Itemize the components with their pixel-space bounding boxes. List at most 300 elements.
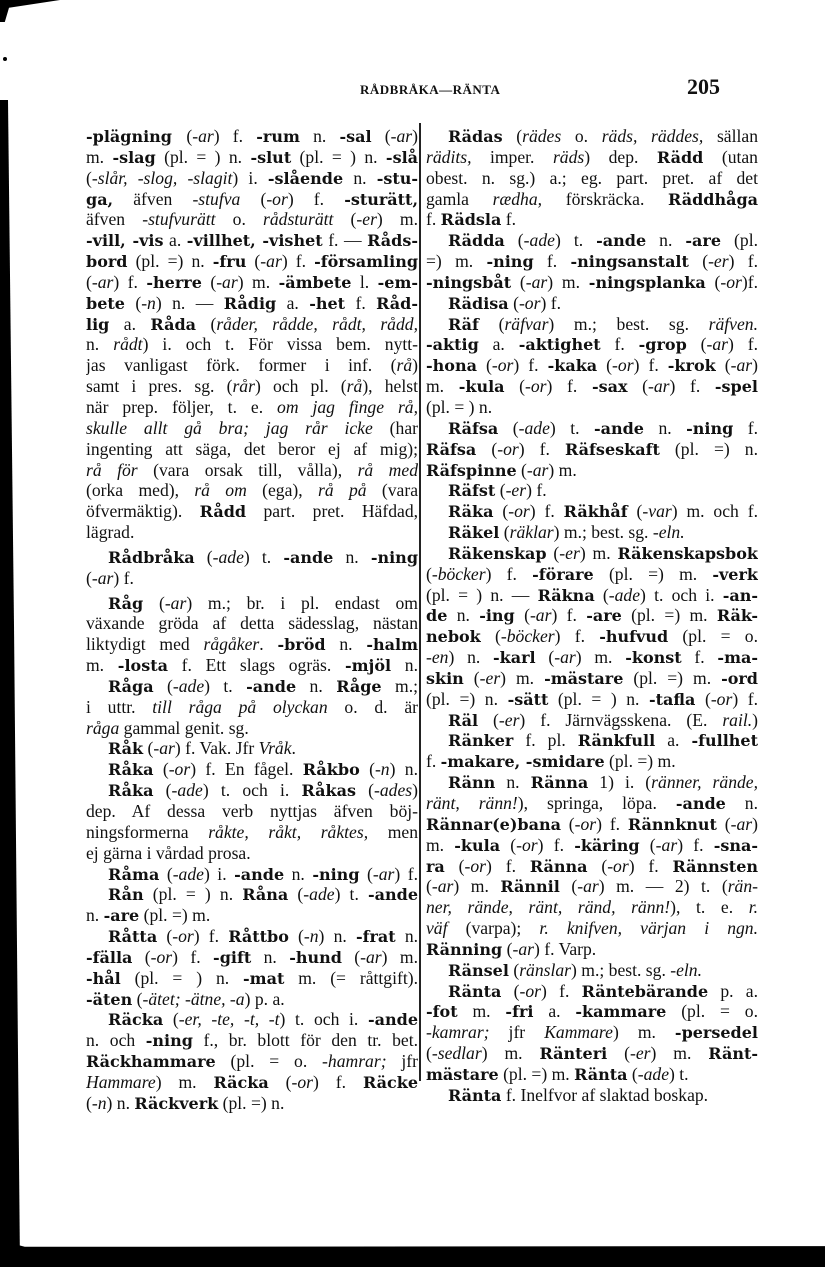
headword: Räfspinne xyxy=(426,460,517,480)
italic-text: rår xyxy=(232,376,255,397)
text-run: (pl. =) m. xyxy=(604,751,676,772)
text-run: ) xyxy=(752,813,758,834)
headword: Rädd xyxy=(656,147,704,167)
italic-text: -n xyxy=(374,759,390,780)
italic-text: -n xyxy=(91,1092,107,1113)
text-run: ( xyxy=(546,542,560,563)
headword: -sna- xyxy=(713,835,758,855)
headword: Räl xyxy=(448,710,479,730)
text-run: n. xyxy=(643,417,687,438)
italic-text: -kamrar; xyxy=(426,1022,490,1043)
headword: -fot xyxy=(426,1002,458,1022)
headword: Rännar(e)bana xyxy=(426,814,561,834)
text-run: ( xyxy=(502,126,523,146)
text-run: n. xyxy=(296,675,337,696)
headword: bete xyxy=(86,293,125,313)
text-run: ( xyxy=(341,946,361,967)
italic-text: rå på xyxy=(318,480,367,501)
text-run: ) f. xyxy=(486,855,530,876)
text-run: ( xyxy=(359,759,375,780)
text-run: ( xyxy=(587,855,608,876)
running-head: RÅDBRÅKA—RÄNTA xyxy=(360,82,501,97)
headword: -ord xyxy=(721,668,758,688)
text-line xyxy=(426,647,758,668)
text-line xyxy=(426,605,758,626)
text-line xyxy=(86,480,418,501)
text-run: n. xyxy=(333,546,371,567)
text-run: ) f. xyxy=(213,126,257,146)
text-line xyxy=(426,960,758,981)
text-run: f. Inelfvor af slaktad boskap. xyxy=(501,1084,709,1105)
text-run: (pl. =) m. xyxy=(498,1063,575,1084)
text-run: ) t. xyxy=(204,675,247,696)
headword: -persedel xyxy=(674,1023,758,1043)
italic-text: ränt, ränn! xyxy=(426,793,518,813)
text-run: imper. xyxy=(471,146,553,167)
text-run: ) n. xyxy=(389,759,418,780)
headword: Räcka xyxy=(108,1010,164,1030)
headword: Rådbråka xyxy=(108,547,195,567)
text-run: =) m. xyxy=(426,251,487,272)
headword: Råge xyxy=(336,676,382,696)
headword: -krok xyxy=(667,356,716,376)
text-run: ) m.; best. sg. xyxy=(553,522,653,543)
headword: -ande xyxy=(367,885,418,905)
text-run: ) xyxy=(752,355,758,376)
text-line xyxy=(86,613,418,634)
headword: -sätt xyxy=(507,689,549,709)
text-line xyxy=(86,272,418,293)
italic-text: -ade xyxy=(172,863,204,884)
headword: Ränteri xyxy=(539,1044,608,1064)
headword: -gift xyxy=(213,947,252,967)
text-run: ( xyxy=(246,251,261,272)
text-run: f. xyxy=(533,251,571,272)
text-run: ) f. xyxy=(541,980,582,1001)
text-run: ningsformerna xyxy=(86,821,209,842)
text-line xyxy=(86,418,418,439)
text-run: (pl. =) n. xyxy=(127,251,213,272)
text-run: ) n. xyxy=(448,647,494,668)
text-run: f. — xyxy=(322,230,368,251)
italic-text: -or xyxy=(508,501,530,522)
text-line xyxy=(426,480,758,501)
text-run: ) p. a. xyxy=(244,988,285,1009)
italic-text: -or xyxy=(525,376,547,397)
headword: -villhet, -vishet xyxy=(186,231,323,251)
italic-text: -stufvurätt xyxy=(142,209,216,230)
text-run: ) t. och i. xyxy=(640,584,723,605)
italic-text: -er xyxy=(630,1043,651,1064)
text-line xyxy=(426,251,758,272)
text-line xyxy=(426,772,758,793)
text-run: ( xyxy=(201,271,217,292)
text-line xyxy=(86,947,418,968)
text-line xyxy=(426,334,758,355)
italic-text: Kammare xyxy=(544,1022,613,1043)
text-line xyxy=(86,501,418,522)
text-line xyxy=(86,147,418,168)
headword: Ränta xyxy=(448,1085,502,1105)
italic-text: rå med xyxy=(357,459,418,480)
italic-text: rå xyxy=(346,376,363,397)
headword: Räk- xyxy=(716,606,758,626)
italic-text: rail. xyxy=(722,709,753,730)
scan-edge-left xyxy=(0,100,20,1267)
headword: -slå xyxy=(385,147,418,167)
text-run: ) f. xyxy=(113,271,147,292)
text-run: ( xyxy=(86,1092,92,1113)
italic-text: -n xyxy=(303,926,319,947)
headword: Räkhåf xyxy=(563,502,628,522)
text-run: ) f. xyxy=(172,946,214,967)
text-run: ) m. xyxy=(575,647,626,668)
text-run: ), t. e. xyxy=(670,897,749,918)
italic-text: -ar xyxy=(512,938,534,959)
text-run: ) f. xyxy=(537,834,575,855)
text-run: ( xyxy=(186,126,193,146)
headword: Råd- xyxy=(376,293,418,313)
text-run: (pl. = o. xyxy=(668,626,758,647)
text-run: ( xyxy=(426,1043,432,1064)
headword: Räf xyxy=(448,314,479,334)
headword: -kaka xyxy=(547,356,598,376)
text-run: (pl. = ) n. xyxy=(155,146,251,167)
headword: Ränn xyxy=(448,773,496,793)
text-line xyxy=(426,876,758,897)
text-line xyxy=(426,918,758,939)
text-line xyxy=(426,1085,758,1106)
italic-text: -er xyxy=(708,251,729,272)
text-run: (vara orsak till, vålla), xyxy=(137,459,358,480)
text-run: liktydigt med xyxy=(86,634,204,655)
text-run: (utan xyxy=(703,146,758,167)
italic-text: -hamrar; xyxy=(322,1051,387,1072)
text-run: obest. n. sg.) a.; eg. part. pret. af det xyxy=(426,167,758,188)
headword: -äten xyxy=(86,989,133,1009)
text-run: a. xyxy=(533,1001,576,1022)
text-run: m. xyxy=(426,376,459,397)
headword: Råtta xyxy=(108,927,158,947)
headword: -mjöl xyxy=(344,656,392,676)
text-run: ( xyxy=(560,813,575,834)
italic-text: rådt xyxy=(113,334,143,355)
italic-text: ner, rände, ränt, ränd, ränn! xyxy=(426,897,671,918)
text-run: (pl. = ) n. xyxy=(426,396,493,417)
text-run: ) f. xyxy=(313,1071,363,1092)
text-run: i uttr. xyxy=(86,696,153,717)
text-run: ( xyxy=(705,271,721,292)
headword: -fullhet xyxy=(691,731,758,751)
text-line xyxy=(86,780,418,801)
text-run: ) m. xyxy=(547,271,589,292)
italic-text: -er xyxy=(356,209,377,230)
text-run: ) f. xyxy=(546,376,592,397)
italic-text: väf xyxy=(426,918,448,939)
italic-text: räfvar xyxy=(504,313,549,334)
text-run: (varpa); xyxy=(447,918,540,939)
text-line xyxy=(86,676,418,697)
headword: -sax xyxy=(591,377,628,397)
text-run: ) f. Vak. Jfr xyxy=(174,738,259,759)
italic-text: -or xyxy=(464,855,487,876)
text-run: ) f. xyxy=(728,334,758,355)
headword: Räkenskap xyxy=(448,543,547,563)
text-line xyxy=(86,314,418,335)
text-run: ) m. xyxy=(650,1043,709,1064)
text-run: ( xyxy=(426,876,432,897)
italic-text: -böcker xyxy=(500,626,555,647)
text-run: dep. Af dessa verb nyttjas äfven böj- xyxy=(86,801,418,821)
headword: -ning xyxy=(370,547,418,567)
text-run: ( xyxy=(478,709,499,730)
text-run: ) t. xyxy=(243,546,284,567)
text-line xyxy=(86,168,418,189)
headword: -sturätt, xyxy=(344,189,418,209)
text-run: f. xyxy=(681,647,718,668)
headword: Ränsel xyxy=(448,960,509,980)
headword: Räfst xyxy=(448,481,496,501)
text-run: (pl. =) m. xyxy=(139,905,211,926)
text-line xyxy=(426,397,758,418)
text-run: . xyxy=(259,634,278,655)
headword: -ning xyxy=(486,252,534,272)
text-run: ) m. xyxy=(612,1022,675,1043)
text-run: ) f. xyxy=(677,834,714,855)
headword: -hufvud xyxy=(599,627,669,647)
headword: mästare xyxy=(426,1064,499,1084)
headword: -ningsbåt xyxy=(426,272,512,292)
text-run: ) f. xyxy=(281,251,315,272)
text-run: n. xyxy=(395,926,418,947)
text-line xyxy=(426,439,758,460)
text-run: ) m. — 2) t. ( xyxy=(598,876,728,897)
headword: -herre xyxy=(146,272,202,292)
text-run: ( xyxy=(132,988,143,1009)
text-run: ( xyxy=(268,1071,292,1092)
headword: Råkas xyxy=(301,781,356,801)
text-run: ) n. — xyxy=(155,292,224,313)
text-run: ( xyxy=(493,501,509,522)
headword: -kula xyxy=(458,377,505,397)
text-run: m. xyxy=(426,834,455,855)
italic-text: -ar xyxy=(164,592,187,613)
headword: -kammare xyxy=(575,1002,667,1022)
text-run: (pl. = ) n. xyxy=(291,146,386,167)
text-run: ) f. xyxy=(728,251,758,272)
text-run: ) f. xyxy=(596,813,628,834)
italic-text: -or xyxy=(150,946,173,967)
text-run: . xyxy=(291,738,296,759)
text-run: ) n. xyxy=(106,1092,135,1113)
text-run: ) m.; br. i pl. endast om xyxy=(186,592,418,613)
headword: Råds- xyxy=(367,231,418,251)
text-line xyxy=(426,168,758,189)
text-run: ( xyxy=(194,546,213,567)
italic-text: -or xyxy=(168,759,191,780)
italic-text: rå för xyxy=(86,459,138,480)
text-run: förskräcka. xyxy=(542,188,669,209)
text-line xyxy=(86,547,418,568)
text-run: ( xyxy=(476,438,498,459)
text-run: ) xyxy=(412,126,418,146)
text-line xyxy=(86,697,418,718)
text-run: jfr xyxy=(386,1051,418,1072)
italic-text: -or xyxy=(574,813,597,834)
text-run: a. xyxy=(655,730,692,751)
headword: -are xyxy=(103,906,140,926)
italic-text: -ar xyxy=(526,459,549,480)
text-line xyxy=(86,884,418,905)
text-run: ) m.; best. sg. xyxy=(548,313,709,334)
headword: Räfseskaft xyxy=(565,439,660,459)
text-run: ( xyxy=(498,417,519,438)
text-run: ) dep. xyxy=(584,146,657,167)
italic-text: -eln. xyxy=(652,522,685,543)
headword: -plägning xyxy=(86,127,187,146)
headword: Råga xyxy=(108,676,154,696)
text-run: ( xyxy=(143,738,154,759)
headword: -ma- xyxy=(717,648,758,668)
text-run: n. xyxy=(447,605,480,626)
text-line xyxy=(86,355,418,376)
italic-text: -or xyxy=(497,438,519,459)
text-run: ( xyxy=(476,355,492,376)
text-line xyxy=(426,355,758,376)
italic-text: -ar xyxy=(525,271,548,292)
italic-text: till råga på olyckan xyxy=(152,696,328,717)
text-line xyxy=(426,626,758,647)
headword: Ränna xyxy=(530,773,589,793)
headword: -ande xyxy=(593,418,644,438)
text-line xyxy=(426,522,758,543)
headword: Råda xyxy=(150,314,197,334)
italic-text: -ar xyxy=(360,946,382,967)
text-run: ( xyxy=(597,355,613,376)
text-line xyxy=(86,1072,418,1093)
headword: -ande xyxy=(283,547,334,567)
text-run: ( xyxy=(355,780,375,801)
text-run: n. xyxy=(646,230,686,251)
text-run: ) m. och f. xyxy=(671,501,758,522)
headword: -slående xyxy=(267,168,344,188)
text-line xyxy=(426,564,758,585)
text-line xyxy=(86,634,418,655)
italic-text: -or xyxy=(710,688,733,709)
text-line xyxy=(86,209,418,230)
text-run: ) t. xyxy=(554,230,597,251)
headword: -ning xyxy=(145,1031,193,1051)
italic-text: rän- xyxy=(727,876,758,897)
text-run: ( xyxy=(607,1043,630,1064)
text-run: (pl. = ) n. xyxy=(143,884,243,905)
italic-text: -er, -te, -t, -t xyxy=(178,1009,280,1030)
italic-text: råder, rådde, rådt, rådd, xyxy=(216,313,418,334)
headword: -rum xyxy=(256,127,300,146)
text-run: a. xyxy=(109,313,151,334)
text-run: ( xyxy=(163,1009,179,1030)
italic-text: rågåker xyxy=(203,634,260,655)
headword: Rädisa xyxy=(448,293,509,313)
headword: -halm xyxy=(366,635,418,655)
text-line xyxy=(86,522,418,543)
headword: Rännknut xyxy=(627,814,717,834)
italic-text: -ade xyxy=(303,884,335,905)
italic-text: -böcker xyxy=(431,563,486,584)
text-run: ) m. xyxy=(376,209,418,230)
headword: Räka xyxy=(448,502,494,522)
italic-text: r. xyxy=(748,897,758,918)
headword: Ränta xyxy=(574,1064,628,1084)
text-line xyxy=(86,655,418,676)
headword: Ränna xyxy=(529,856,588,876)
text-run: ( xyxy=(501,980,520,1001)
italic-text: -ade xyxy=(608,584,641,605)
headword: -käring xyxy=(574,835,640,855)
text-run: n. xyxy=(391,655,418,676)
text-line xyxy=(86,251,418,272)
headword: skin xyxy=(426,668,464,688)
headword: Räcka xyxy=(213,1072,269,1092)
headword: Rännsten xyxy=(672,856,758,876)
text-run: n. xyxy=(725,793,758,813)
headword: -grop xyxy=(638,335,687,355)
text-run: ( xyxy=(627,501,643,522)
headword: Räkel xyxy=(448,523,500,543)
text-run: äfven xyxy=(86,209,143,230)
text-line xyxy=(426,418,758,439)
text-line xyxy=(86,718,418,739)
text-run: ( xyxy=(594,584,609,605)
text-run: ) f. Varp. xyxy=(533,938,597,959)
text-line xyxy=(86,334,418,355)
italic-text: -ar xyxy=(372,863,395,884)
text-run: ), springa, löpa. xyxy=(517,793,676,813)
text-line xyxy=(86,1009,418,1030)
text-run: (pl. =) n. xyxy=(218,1092,285,1113)
text-run: ) f. xyxy=(554,626,600,647)
text-run: ( xyxy=(627,376,648,397)
text-run: (pl. = o. xyxy=(215,1051,323,1072)
text-line xyxy=(86,864,418,885)
italic-text: -ätet; -ätne, -a xyxy=(142,988,245,1009)
italic-text: råkte, råkt, råktes, xyxy=(208,821,369,842)
headword: Rån xyxy=(108,885,144,905)
italic-text: -or xyxy=(519,980,542,1001)
text-run: jas vanligast förk. former i inf. ( xyxy=(86,355,397,376)
text-run: ( xyxy=(695,688,711,709)
text-run: n. xyxy=(86,905,104,926)
headword: -fru xyxy=(212,252,247,272)
headword: -spel xyxy=(714,377,758,397)
text-line xyxy=(86,822,418,843)
text-run: l. xyxy=(351,271,378,292)
text-run: ( xyxy=(444,855,465,876)
text-run: n. xyxy=(343,167,377,188)
headword: -ämbete xyxy=(278,272,352,292)
text-run: ( xyxy=(495,480,506,501)
text-run: samt i pres. sg. ( xyxy=(86,376,233,397)
italic-text: ränner, rände, xyxy=(651,772,758,793)
text-line xyxy=(86,759,418,780)
text-run: f. xyxy=(600,334,639,355)
headword: Råk xyxy=(108,739,144,759)
headword: -bröd xyxy=(277,635,326,655)
headword: -konst xyxy=(625,648,682,668)
text-run: f. xyxy=(345,292,377,313)
headword: Räntebärande xyxy=(581,981,709,1001)
headword: Rådig xyxy=(223,293,277,313)
